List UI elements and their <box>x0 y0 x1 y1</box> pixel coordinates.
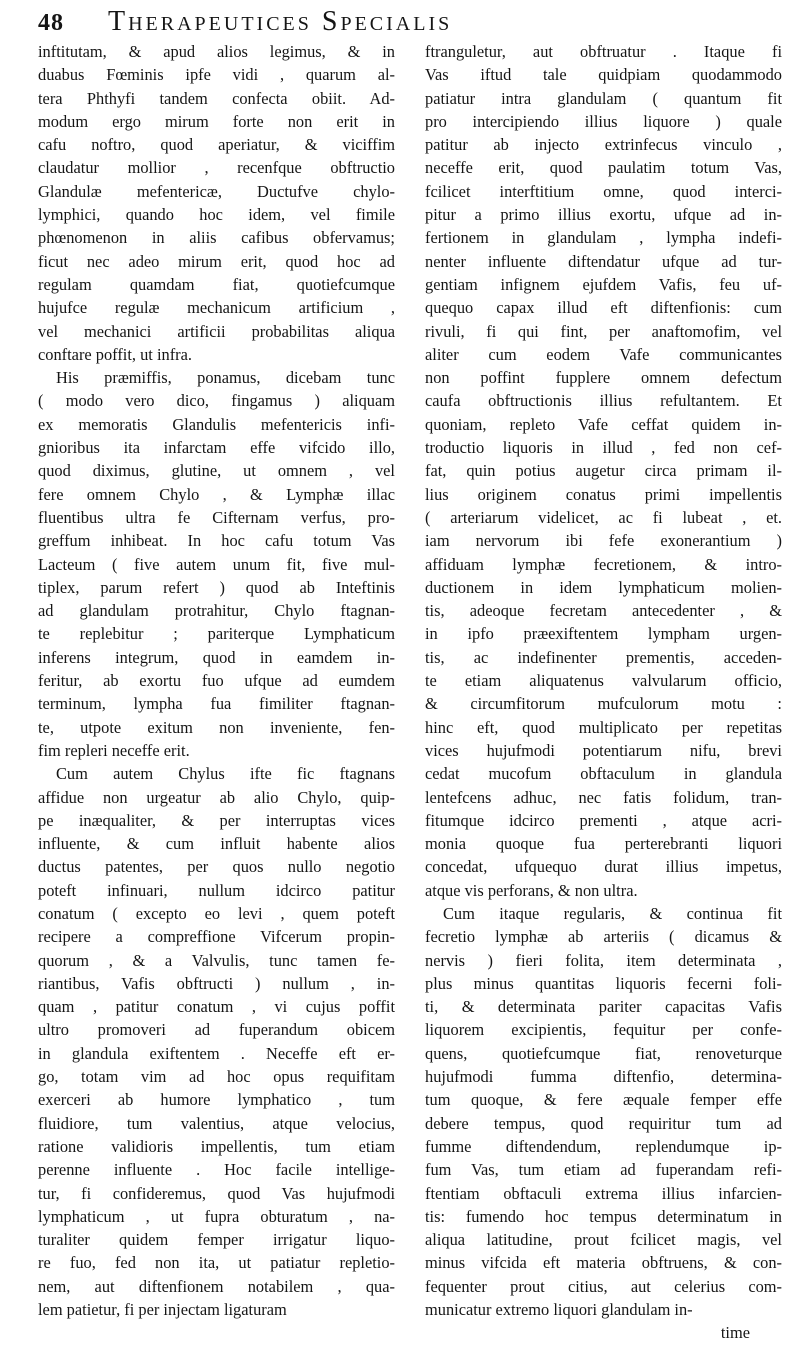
text-line: aliter cum eodem Vafe communicantes <box>425 344 782 364</box>
text-line: pe inæqualiter, & per interruptas vices <box>38 810 395 830</box>
text-line: fequenter prout citius, aut celerius com- <box>425 1276 782 1296</box>
text-line: riantibus, Vafis obftructi ) nullum , in- <box>38 973 395 993</box>
text-line: nem, aut diftenfionem notabilem , qua- <box>38 1276 395 1296</box>
text-line: aliqua latitudine, prout fcilicet magis, vel <box>425 1230 782 1250</box>
text-line: claudatur mollior , recenfque obftructio <box>38 158 395 178</box>
text-line: ( modo vero dico, fingamus ) aliquam <box>38 391 395 411</box>
text-line: ficut nec adeo mirum erit, quod hoc ad <box>38 251 395 271</box>
text-line: lymphici, quando hoc idem, vel fimile <box>38 205 395 225</box>
text-line: fat, quin potius augetur circa primam il- <box>425 461 782 481</box>
text-line: influente, & cum influit habente alios <box>38 834 395 854</box>
right-column <box>425 40 782 1345</box>
text-line: ex memoratis Glandulis mefentericis infi- <box>38 414 395 434</box>
text-line: conftare poffit, ut infra. <box>38 344 192 364</box>
text-line: tur, fi confideremus, quod Vas hujufmodi <box>38 1183 395 1203</box>
text-line: fcilicet interftitium omne, quod interci- <box>425 181 782 201</box>
text-line: quoniam, repleto Vafe ceffat quidem in- <box>425 414 782 434</box>
text-line: hujufce regulæ mechanicum artificium , <box>38 298 395 318</box>
text-line: patiatur intra glandulam ( quantum fit <box>425 88 782 108</box>
text-line: gnioribus ita infarctam effe vifcido illo, <box>38 438 395 458</box>
text-line: Cum itaque regularis, & continua fit <box>443 903 782 923</box>
page-number: 48 <box>38 10 64 36</box>
text-line: patitur ab injecto extrinfecus vinculo , <box>425 135 782 155</box>
text-line: fluentibus ultra fe Cifternam verfus, pro- <box>38 507 395 527</box>
text-line: te etiam aliquatenus valvularum officio, <box>425 671 782 691</box>
text-line: atque vis perforans, & non ultra. <box>425 880 638 900</box>
text-line: ad glandulam protrahitur, Chylo ftagnan- <box>38 601 395 621</box>
text-line: minus vifcida eft materia obftruens, & con- <box>425 1253 782 1273</box>
text-line: debere tempus, quod requiritur tum ad <box>425 1113 782 1133</box>
text-line: liquorem excipientis, fequitur per confe- <box>425 1020 782 1040</box>
text-line: go, totam vim ad hoc opus requifitam <box>38 1067 395 1087</box>
text-line: quam , patitur conatum , vi cujus poffit <box>38 997 395 1017</box>
text-line: municatur extremo liquori glandulam in- <box>425 1300 693 1320</box>
text-line: ti, & determinata pariter capacitas Vafis <box>425 997 782 1017</box>
text-line: quequo capax illud eft diftenfionis: cum <box>425 298 782 318</box>
text-line: in glandula exiftentem . Neceffe eft er- <box>38 1043 395 1063</box>
text-line: ( arteriarum videlicet, ac fi lubeat , et. <box>425 507 782 527</box>
text-line: Cum autem Chylus ifte fic ftagnans <box>56 764 395 784</box>
text-line: Vas iftud tale quidpiam quodammodo <box>425 65 782 85</box>
text-line: fim repleri neceffe erit. <box>38 740 190 760</box>
text-line: non poffint fupplere omnem defectum <box>425 368 782 388</box>
text-columns <box>38 40 782 1345</box>
text-line: Lacteum ( five autem unum fit, five mul- <box>38 554 395 574</box>
text-line: ductionem in idem lymphaticum molien- <box>425 577 782 597</box>
text-line: concedat, ufquequo durat illius impetus, <box>425 857 782 877</box>
text-line: affidue non urgeatur ab alio Chylo, quip- <box>38 787 395 807</box>
text-line: cedat mucofum obftaculum in glandula <box>425 764 782 784</box>
text-line: fitumque idcirco prementi , atque acri- <box>425 810 782 830</box>
text-line: greffum inhibeat. In hoc cafu totum Vas <box>38 531 395 551</box>
text-line: terminum, lympha fua fimiliter ftagnan- <box>38 694 395 714</box>
text-line: fluidiore, tum valentius, atque velocius, <box>38 1113 395 1133</box>
text-line: tis: fumendo hoc tempus determinatum in <box>425 1206 782 1226</box>
text-line: monia quoque fua perterebranti liquori <box>425 834 782 854</box>
text-line: quorum , & a Valvulis, tunc tamen fe- <box>38 950 395 970</box>
text-line: inferens integrum, quod in eamdem in- <box>38 647 395 667</box>
text-line: time <box>720 1323 750 1343</box>
text-line: vel mechanici artificii probabilitas aliqua <box>38 321 395 341</box>
text-line: fecretio lymphæ ab arteriis ( dicamus & <box>425 927 782 947</box>
text-line: nervis ) fieri folita, item determinata , <box>425 950 782 970</box>
text-line: cafu noftro, quod aperiatur, & viciffim <box>38 135 395 155</box>
text-line: fum Vas, tum etiam ad fuperandam refi- <box>425 1160 782 1180</box>
text-line: iam nervorum ibi fefe exonerantium ) <box>425 531 782 551</box>
left-column <box>38 40 395 1345</box>
text-line: te replebitur ; pariterque Lymphaticum <box>38 624 395 644</box>
text-line: lius originem conatus primi impellentis <box>425 484 782 504</box>
text-line: conatum ( excepto eo levi , quem poteft <box>38 903 395 923</box>
text-line: pitur a primo illius exortu, ufque ad in- <box>425 205 782 225</box>
text-line: fertionem in glandulam , lympha indefi- <box>425 228 782 248</box>
text-line: neceffe erit, quod paulatim totum Vas, <box>425 158 782 178</box>
text-line: tiplex, parum refert ) quod ab Inteftinis <box>38 577 395 597</box>
text-line: hujufmodi fumma diftenfio, determina- <box>425 1067 782 1087</box>
text-line: fere omnem Chylo , & Lymphæ illac <box>38 484 395 504</box>
text-line: exerceri ab humore lymphatico , tum <box>38 1090 395 1110</box>
text-line: troductio liquoris in illud , fed non cef- <box>425 438 782 458</box>
text-line: re fuo, fed non ita, ut patiatur repletio- <box>38 1253 395 1273</box>
text-line: ultro promoveri ad fuperandum obicem <box>38 1020 395 1040</box>
text-line: in ipfo præexiftentem lympham urgen- <box>425 624 782 644</box>
text-line: pro intercipiendo illius liquore ) quale <box>425 111 782 131</box>
text-line: ductus patentes, per quos nullo negotio <box>38 857 395 877</box>
text-line: phœnomenon in aliis cafibus obfervamus; <box>38 228 395 248</box>
text-line: tis, ac indefinenter prementis, acceden- <box>425 647 782 667</box>
text-line: ftranguletur, aut obftruatur . Itaque fi <box>425 42 782 61</box>
text-line: & circumfitorum mufculorum motu : <box>425 694 782 714</box>
text-line: recipere a compreffione Vifcerum propin- <box>38 927 395 947</box>
text-line: caufa obftructionis illius refultantem. Et <box>425 391 782 411</box>
text-line: nenter influente diftendatur ufque ad tur- <box>425 251 782 271</box>
text-line: lentefcens adhuc, nec fatis folidum, tran- <box>425 787 782 807</box>
text-line: duabus Fœminis ipfe vidi , quarum al- <box>38 65 395 85</box>
text-line: quod diximus, glutine, ut omnem , vel <box>38 461 395 481</box>
text-line: inftitutam, & apud alios legimus, & in <box>38 42 395 61</box>
text-line: feritur, ab exortu fuo ufque ad eumdem <box>38 671 395 691</box>
text-line: tera Phthyfi tandem confecta obiit. Ad- <box>38 88 395 108</box>
text-line: turaliter quidem femper irrigatur liquo- <box>38 1230 395 1250</box>
running-head <box>38 6 770 38</box>
text-line: regulam quamdam fiat, quotiefcumque <box>38 274 395 294</box>
text-line: rivuli, fi qui fint, per anaftomofim, vel <box>425 321 782 341</box>
running-title: Therapeutices Specialis <box>108 6 453 37</box>
text-line: ratione validioris impellentis, tum etiam <box>38 1136 395 1156</box>
text-line: lymphaticum , ut fupra obturatum , na- <box>38 1206 395 1226</box>
text-line: fumme diftendendum, replendumque ip- <box>425 1136 782 1156</box>
text-line: quens, quotiefcumque fiat, renoveturque <box>425 1043 782 1063</box>
text-line: affiduam lymphæ fecretionem, & intro- <box>425 554 782 574</box>
text-line: His præmiffis, ponamus, dicebam tunc <box>56 368 395 388</box>
text-line: tum quoque, & fere æquale femper effe <box>425 1090 782 1110</box>
text-line: te, utpote exitum non inveniente, fen- <box>38 717 395 737</box>
text-line: plus minus quantitas liquoris fecerni foli- <box>425 973 782 993</box>
text-line: tis, adeoque fecretam antecedenter , & <box>425 601 782 621</box>
text-line: vices hujufmodi potentiarum nifu, brevi <box>425 740 782 760</box>
text-line: modum ergo mirum forte non erit in <box>38 111 395 131</box>
text-line: ftentiam obftaculi extrema illius infarcien- <box>425 1183 782 1203</box>
text-line: gentiam infignem ejufdem Vafis, feu uf- <box>425 274 782 294</box>
text-line: poteft infinuari, nullum idcirco patitur <box>38 880 395 900</box>
text-line: lem patietur, fi per injectam ligaturam <box>38 1300 287 1320</box>
text-line: perenne influente . Hoc facile intellige- <box>38 1160 395 1180</box>
text-line: hinc eft, quod multiplicato per repetitas <box>425 717 782 737</box>
text-line: Glandulæ mefentericæ, Ductufve chylo- <box>38 181 395 201</box>
